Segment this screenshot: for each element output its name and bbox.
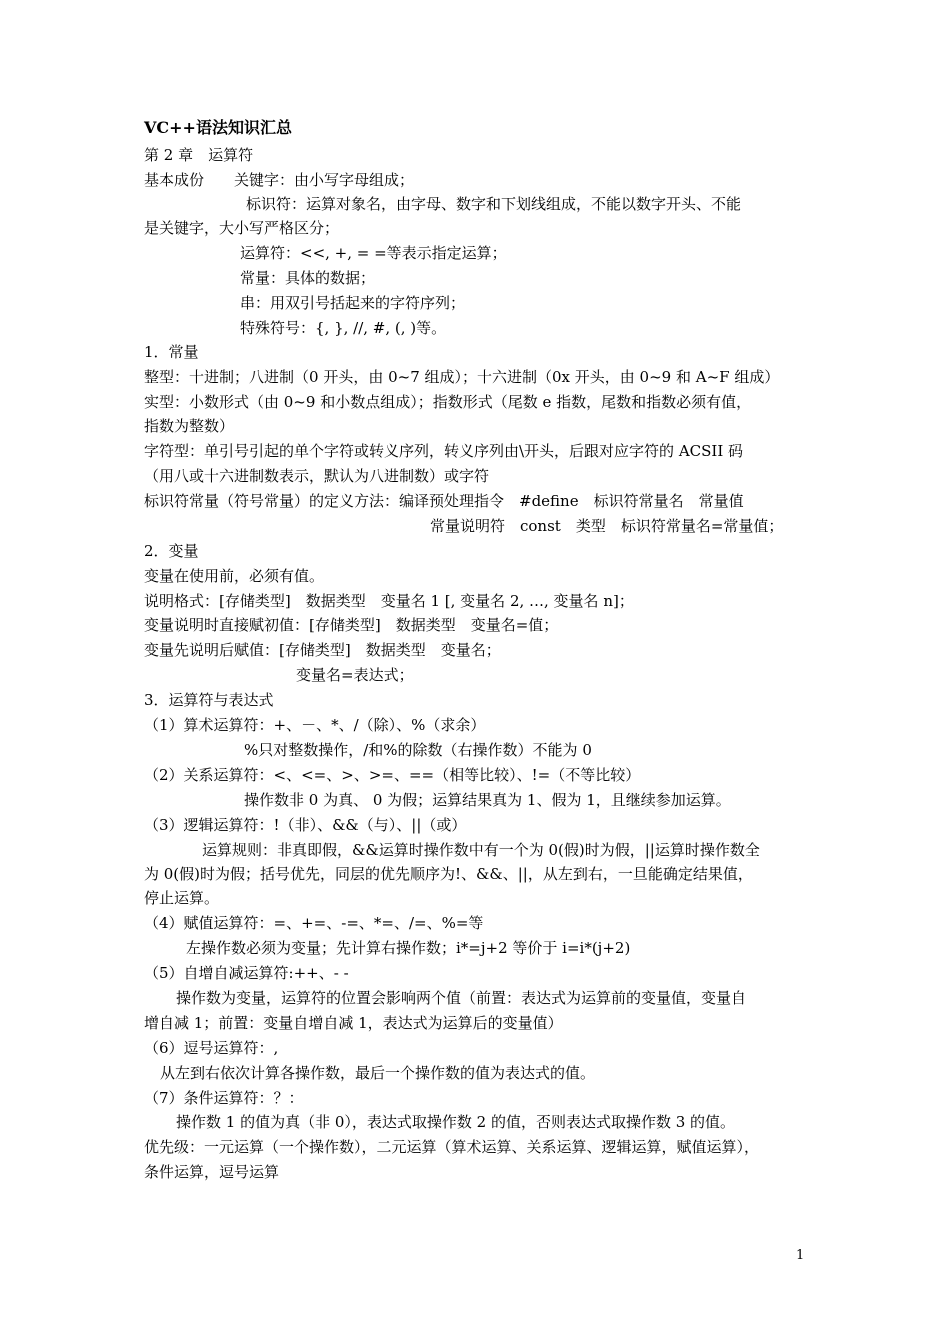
text-line: 串：用双引号括起来的字符序列； bbox=[240, 294, 466, 312]
text-line: 操作数为变量，运算符的位置会影响两个值（前置：表达式为运算前的变量值，变量自 bbox=[176, 989, 747, 1007]
text-line: 变量在使用前，必须有值。 bbox=[144, 567, 325, 585]
text-line: 特殊符号：{, }, //, #, (, )等。 bbox=[240, 319, 447, 337]
text-line: （5）自增自减运算符:++、- - bbox=[144, 964, 349, 982]
text-line: 变量先说明后赋值：[存储类型] 数据类型 变量名； bbox=[144, 641, 501, 659]
text-line: （用八或十六进制数表示，默认为八进制数）或字符 bbox=[144, 467, 490, 485]
text-line: 常量说明符 const 类型 标识符常量名=常量值； bbox=[430, 517, 784, 535]
text-line: （2）关系运算符：<、<=、>、>=、==（相等比较）、!=（不等比较） bbox=[144, 766, 641, 784]
text-line: 实型：小数形式（由 0~9 和小数点组成）；指数形式（尾数 e 指数，尾数和指数必须有值， bbox=[144, 393, 752, 411]
text-line: 字符型：单引号引起的单个字符或转义序列，转义序列由\开头，后跟对应字符的 ACSII 码 bbox=[144, 442, 744, 460]
text-line: 常量：具体的数据； bbox=[240, 269, 376, 287]
text-line: 整型：十进制；八进制（0 开头，由 0~7 组成）；十六进制（0x 开头，由 0~9 和 A~F 组成） bbox=[144, 368, 780, 386]
doc-title: VC++语法知识汇总 bbox=[144, 118, 292, 137]
text-line: 说明格式：[存储类型] 数据类型 变量名 1 [, 变量名 2, …, 变量名 n]； bbox=[144, 592, 634, 610]
text-line: （6）逗号运算符：, bbox=[144, 1039, 279, 1057]
text-line: 是关键字，大小写严格区分； bbox=[144, 219, 340, 237]
text-line: （7）条件运算符：？： bbox=[144, 1089, 304, 1107]
text-line: 操作数非 0 为真、 0 为假；运算结果真为 1、假为 1，且继续参加运算。 bbox=[244, 791, 731, 809]
text-line: 操作数 1 的值为真（非 0），表达式取操作数 2 的值，否则表达式取操作数 3 的值。 bbox=[176, 1113, 736, 1131]
text-line: 变量名=表达式； bbox=[296, 666, 414, 684]
text-line: （4）赋值运算符：=、+=、-=、*=、/=、%=等 bbox=[144, 914, 484, 932]
text-line: 运算符：<<, +, = =等表示指定运算； bbox=[240, 244, 507, 262]
text-line: 第 2 章 运算符 bbox=[144, 146, 254, 164]
text-line: （1）算术运算符：+、－、*、/（除）、%（求余） bbox=[144, 716, 486, 734]
text-line: 变量说明时直接赋初值：[存储类型] 数据类型 变量名=值； bbox=[144, 616, 559, 634]
text-line: 左操作数必须为变量；先计算右操作数；i*=j+2 等价于 i=i*(j+2) bbox=[186, 939, 631, 957]
text-line: 增自减 1；前置：变量自增自减 1，表达式为运算后的变量值） bbox=[144, 1014, 563, 1032]
section-heading: 3．运算符与表达式 bbox=[144, 691, 274, 709]
text-line: 运算规则：非真即假，&&运算时操作数中有一个为 0(假)时为假，||运算时操作数全 bbox=[202, 841, 760, 859]
text-line: 指数为整数） bbox=[144, 417, 235, 435]
page-number: 1 bbox=[796, 1248, 805, 1263]
text-line: 标识符常量（符号常量）的定义方法：编译预处理指令 #define 标识符常量名 常量值 bbox=[144, 492, 744, 510]
text-line: 标识符：运算对象名，由字母、数字和下划线组成，不能以数字开头、不能 bbox=[246, 195, 742, 213]
text-line: 条件运算，逗号运算 bbox=[144, 1163, 280, 1181]
text-line: 为 0(假)时为假；括号优先，同层的优先顺序为!、&&、||，从左到右，一旦能确定结果值， bbox=[144, 865, 753, 883]
text-line: 从左到右依次计算各操作数，最后一个操作数的值为表达式的值。 bbox=[160, 1064, 596, 1082]
text-line: 停止运算。 bbox=[144, 889, 220, 907]
text-line: 优先级：一元运算（一个操作数），二元运算（算术运算、关系运算、逻辑运算，赋值运算）， bbox=[144, 1138, 760, 1156]
text-line: %只对整数操作，/和%的除数（右操作数）不能为 0 bbox=[244, 741, 592, 759]
section-heading: 1．常量 bbox=[144, 343, 199, 361]
text-line: 基本成份 关键字：由小写字母组成； bbox=[144, 171, 415, 189]
section-heading: 2．变量 bbox=[144, 542, 199, 560]
text-line: （3）逻辑运算符：!（非）、&&（与）、||（或） bbox=[144, 816, 467, 834]
